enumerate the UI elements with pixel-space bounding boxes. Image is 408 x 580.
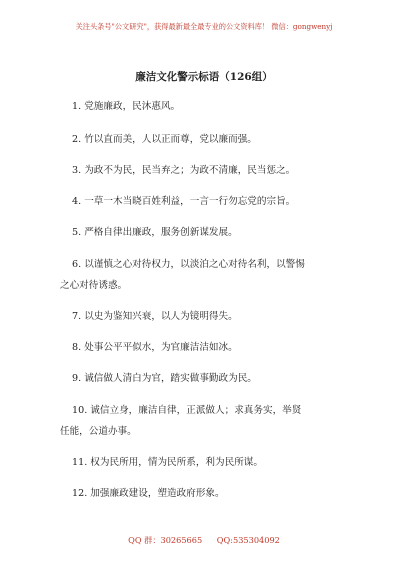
slogan-item: 10. 诚信立身，廉洁自律，正派做人；求真务实，举贤 [72, 405, 302, 416]
footer-qq-number: QQ:535304092 [216, 535, 280, 545]
footer-qq-group: QQ 群：30265665 [128, 535, 203, 545]
slogan-item: 3. 为政不为民，民当弃之；为政不清廉，民当惩之。 [72, 165, 296, 176]
slogan-item: 1. 党施廉政，民沐惠风。 [72, 101, 181, 112]
slogan-item: 4. 一草一木当晓百姓利益，一言一行勿忘党的宗旨。 [72, 196, 296, 207]
slogan-item: 2. 竹以直而美，人以正而尊，党以廉而强。 [72, 134, 257, 145]
slogan-item: 5. 严格自律出廉政，服务创新谋发展。 [72, 227, 238, 238]
footer-contact [0, 534, 408, 546]
slogan-item-continuation: 之心对待诱惑。 [60, 280, 128, 291]
slogan-item: 11. 权为民所用，情为民所系，利为民所谋。 [72, 457, 263, 468]
slogan-item-continuation: 任能，公道办事。 [60, 426, 137, 437]
slogan-item: 8. 处事公平平似水，为官廉洁洁如冰。 [72, 342, 238, 353]
slogan-item: 7. 以史为鉴知兴衰，以人为镜明得失。 [72, 311, 238, 322]
slogan-item: 12. 加强廉政建设，塑造政府形象。 [72, 488, 225, 499]
slogan-item: 9. 诚信做人清白为官，踏实做事勤政为民。 [72, 373, 257, 384]
document-title: 廉洁文化警示标语（126组） [135, 71, 273, 83]
header-banner: 关注头条号"公文研究"，获得最新最全最专业的公文资料库！ 微信：gongwenyj [75, 22, 333, 31]
slogan-item: 6. 以谨慎之心对待权力，以淡泊之心对待名利，以警惕 [72, 259, 305, 270]
